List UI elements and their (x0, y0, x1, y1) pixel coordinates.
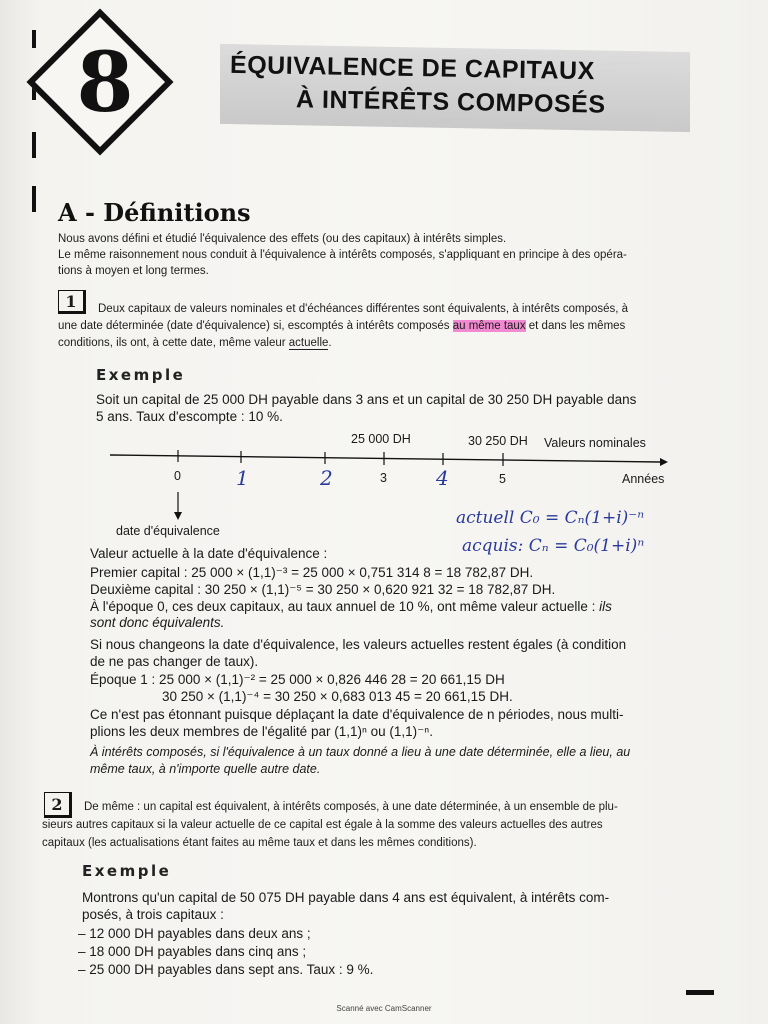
chapter-title-line2: À INTÉRÊTS COMPOSÉS (295, 85, 606, 119)
example-line: Soit un capital de 25 000 DH payable dans 3 ans et un capital de 30 250 DH payable dans (96, 392, 637, 407)
definition1-text: une date déterminée (date d'équivalence) si, escomptés à intérêts composés (58, 320, 453, 332)
intro-line: Le même raisonnement nous conduit à l'équivalence à intérêts composés, s'appliquant en principe à des opéra- (58, 249, 627, 261)
italic-rule-line: À intérêts composés, si l'équivalence à un taux donné a lieu à une date déterminée, elle a lieu, au (90, 745, 631, 759)
equivalence-date-label: date d'équivalence (116, 524, 220, 538)
example2-line: – 25 000 DH payables dans sept ans. Taux : 9 %. (78, 962, 374, 977)
definition1-text: . (328, 337, 332, 349)
example-line: 5 ans. Taux d'escompte : 10 %. (96, 409, 283, 424)
definition-number: 1 (65, 291, 77, 311)
definition2-line: De même : un capital est équivalent, à intérêts composés, à une date déterminée, à un ensemble de plu- (84, 801, 618, 813)
example2-line: – 12 000 DH payables dans deux ans ; (78, 926, 311, 941)
calc-line: Valeur actuelle à la date d'équivalence : (90, 546, 328, 561)
chapter-title-line1: ÉQUIVALENCE DE CAPITAUX (229, 50, 596, 86)
paragraph-line: de ne pas changer de taux). (90, 654, 259, 669)
tick-label-3: 3 (380, 471, 387, 485)
nominal-value-3: 25 000 DH (351, 432, 411, 446)
definition-number-box (44, 792, 72, 818)
underlined-text: actuelle (288, 337, 329, 349)
handwritten-tick-1: 1 (236, 466, 249, 490)
definition1-text: et dans les mêmes (525, 320, 626, 332)
example2-line: posés, à trois capitaux : (82, 907, 224, 922)
definition2-line: capitaux (les actualisations étant faites au même taux et dans les mêmes conditions). (42, 837, 477, 849)
tick-label-0: 0 (174, 469, 181, 483)
example2-line: – 18 000 DH payables dans cinq ans ; (78, 944, 307, 959)
highlighted-text: au même taux (452, 320, 526, 332)
definition-number: 2 (51, 794, 63, 814)
paragraph-line: 30 250 × (1,1)⁻⁴ = 30 250 × 0,683 013 45 = 20 661,15 DH. (162, 689, 513, 704)
tick-label-5: 5 (499, 472, 506, 486)
section-heading: A - Définitions (58, 198, 251, 227)
nominal-caption: Valeurs nominales (544, 436, 646, 450)
paragraph-line: Époque 1 : 25 000 × (1,1)⁻² = 25 000 × 0,826 446 28 = 20 661,15 DH (90, 672, 505, 687)
handwritten-formula: acquis: Cₙ = C₀(1+i)ⁿ (462, 536, 645, 556)
paragraph-line: plions les deux membres de l'égalité par (1,1)ⁿ ou (1,1)⁻ⁿ. (90, 724, 433, 739)
axis-caption: Années (622, 472, 665, 486)
intro-line: Nous avons défini et étudié l'équivalence des effets (ou des capitaux) à intérêts simples. (58, 233, 507, 245)
timeline-axis (110, 455, 660, 462)
definition1-line: Deux capitaux de valeurs nominales et d'échéances différentes sont équivalents, à intérêts composés, à (98, 303, 629, 315)
chapter-number: 8 (76, 35, 134, 131)
nominal-value-5: 30 250 DH (468, 434, 528, 448)
scanner-watermark: Scanné avec CamScanner (336, 1004, 432, 1013)
example-heading: Exemple (82, 862, 172, 880)
paragraph-line: Si nous changeons la date d'équivalence, les valeurs actuelles restent égales (à condition (90, 637, 627, 652)
italic-rule-line: même taux, à n'importe quelle autre date. (90, 762, 321, 776)
equivalence-arrowhead (174, 512, 182, 520)
paragraph-line: Ce n'est pas étonnant puisque déplaçant la date d'équivalence de n périodes, nous multi- (90, 707, 624, 722)
handwritten-tick-2: 2 (320, 466, 333, 490)
handwritten-formula: actuell C₀ = Cₙ(1+i)⁻ⁿ (456, 508, 645, 528)
page-edge-mark (686, 990, 714, 995)
calc-line (90, 599, 612, 615)
calc-italic-text: ils (599, 599, 612, 614)
definition2-line: sieurs autres capitaux si la valeur actuelle de ce capital est égale à la somme des valeurs actuelles des autres (42, 819, 603, 831)
calc-italic-line: sont donc équivalents. (90, 615, 225, 630)
calc-line: Premier capital : 25 000 × (1,1)⁻³ = 25 000 × 0,751 314 8 = 18 782,87 DH. (90, 565, 534, 580)
calc-line: Deuxième capital : 30 250 × (1,1)⁻⁵ = 30 250 × 0,620 921 32 = 18 782,87 DH. (90, 582, 556, 597)
example2-line: Montrons qu'un capital de 50 075 DH payable dans 4 ans est équivalent, à intérêts com- (82, 890, 610, 905)
intro-line: tions à moyen et long termes. (58, 265, 209, 277)
timeline-arrowhead (660, 458, 668, 466)
handwritten-tick-4: 4 (436, 466, 449, 490)
calc-text: À l'époque 0, ces deux capitaux, au taux annuel de 10 %, ont même valeur actuelle : (90, 599, 600, 614)
example-heading: Exemple (96, 366, 186, 384)
definition1-text: conditions, ils ont, à cette date, même valeur (58, 337, 289, 349)
